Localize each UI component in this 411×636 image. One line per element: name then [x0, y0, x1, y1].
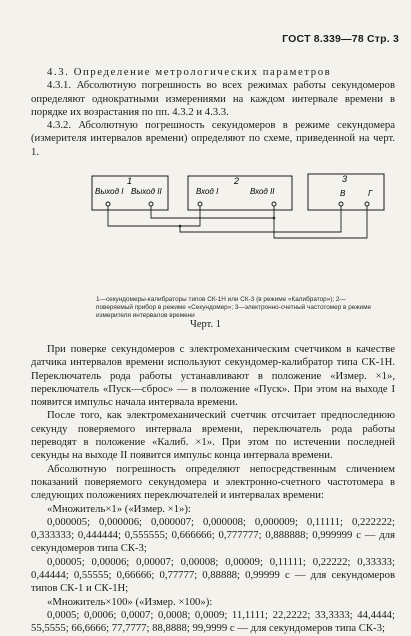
box-1-output-1-terminal — [106, 202, 110, 206]
paragraph-verification: При поверке секундомеров с электромеханическим счетчиком в качестве датчика интервалов времени используют секундомер-калибратор типа СК-1Н. Переключатель рода работы устанавливают в положение «Измер. ×1», переключатель «Пуск—сброс» — в положение «Пуск». При этом на выходе I появится импульс начала интервала времени. — [31, 343, 395, 409]
section-block-top — [31, 66, 395, 159]
section-block-bottom — [31, 343, 395, 636]
box-2-number: 2 — [234, 176, 240, 186]
wire-output-2 — [151, 206, 274, 218]
paragraph-4-3-2: 4.3.2. Абсолютную погрешность секундомеров в режиме секундомера (измерителя интервалов времени) определяют по схеме, приведенной на черт. 1. — [31, 119, 395, 158]
values-sk1-x1: 0,00005; 0,00006; 0,00007; 0,00008; 0,00009; 0,11111; 0,22222; 0,33333; 0,44444; 0,55555; 0,66666; 0,77777; 0,88888; 0,99999 с — для секундомеров типов СК-1 и СК-1Н; — [31, 555, 395, 595]
figure-caption: 1—секундомеры-калибраторы типов СК-1Н или СК-3 (в режиме «Калибратор»); 2—поверяемый прибор в режиме «Секундомер»; 3—электронно-счетный частотомер в режиме измерителя интервалов времени — [96, 296, 372, 320]
paragraph-4-3-1: 4.3.1. Абсолютную погрешность во всех режимах работы секундомеров определяют однократными измерениями на каждом интервале времени в порядке их возрастания по пп. 4.3.2 и 4.3.3. — [31, 79, 395, 118]
section-heading: 4.3. Определение метрологических параметров — [47, 66, 332, 78]
box-1-output-2-label: Выход II — [131, 187, 162, 196]
schematic-diagram — [0, 168, 411, 298]
box-1-output-1-label: Выход I — [95, 187, 124, 196]
values-sk3-x100: 0,0005; 0,0006; 0,0007; 0,0008; 0,0009; 11,1111; 22,2222; 33,3333; 44,4444; 55,5555; 66,6666; 77,7777; 88,8888; 99,9999 с — для секундомеров типа СК-3; — [31, 608, 395, 635]
wire-output-1 — [108, 206, 200, 226]
box-1-output-2-terminal — [149, 202, 153, 206]
box-2-input-1-label: Вход I — [196, 187, 219, 196]
box-3-number: 3 — [342, 174, 348, 184]
values-sk3-x1: 0,000005; 0,000006; 0,000007; 0,000008; 0,000009; 0,11111; 0,222222; 0,333333; 0,444444; 0,555555; 0,666666; 0,777777; 0,888888; 0,999999 с — для секундомеров типа СК-3; — [31, 515, 395, 555]
box-2-input-2-label: Вход II — [250, 187, 275, 196]
wire-output-2-to-g — [274, 206, 367, 238]
multiplier-x1-heading: «Множитель×1» («Измер. ×1»): — [47, 502, 191, 515]
figure-title: Черт. 1 — [190, 319, 221, 330]
box-3-input-1-label: В — [340, 189, 346, 198]
paragraph-end-interval: После того, как электромеханический счетчик отсчитает предпоследнюю секунду поверяемого интервала времени, переключатель рода работы переводят в положение «Калиб. ×1». При этом по истечении последней секунды на выходе II появится импульс конца интервала времени. — [31, 409, 395, 462]
box-3-input-1-terminal — [339, 202, 343, 206]
box-1-number: 1 — [127, 176, 133, 186]
box-2-input-1-terminal — [198, 202, 202, 206]
multiplier-x100-heading: «Множитель×100» («Измер. ×100»): — [47, 595, 213, 608]
junction-dot-2 — [273, 217, 276, 220]
junction-dot-1 — [179, 225, 182, 228]
box-3-input-2-label: Г — [368, 189, 373, 198]
box-2-input-2-terminal — [272, 202, 276, 206]
box-3-input-2-terminal — [365, 202, 369, 206]
paragraph-error-method: Абсолютную погрешность определяют непосредственным сличением показаний поверяемого секундомера и электронно-счетного частотомера в следующих положениях переключателей и интервалах времени: — [31, 462, 395, 502]
page-header: ГОСТ 8.339—78 Стр. 3 — [282, 33, 399, 45]
